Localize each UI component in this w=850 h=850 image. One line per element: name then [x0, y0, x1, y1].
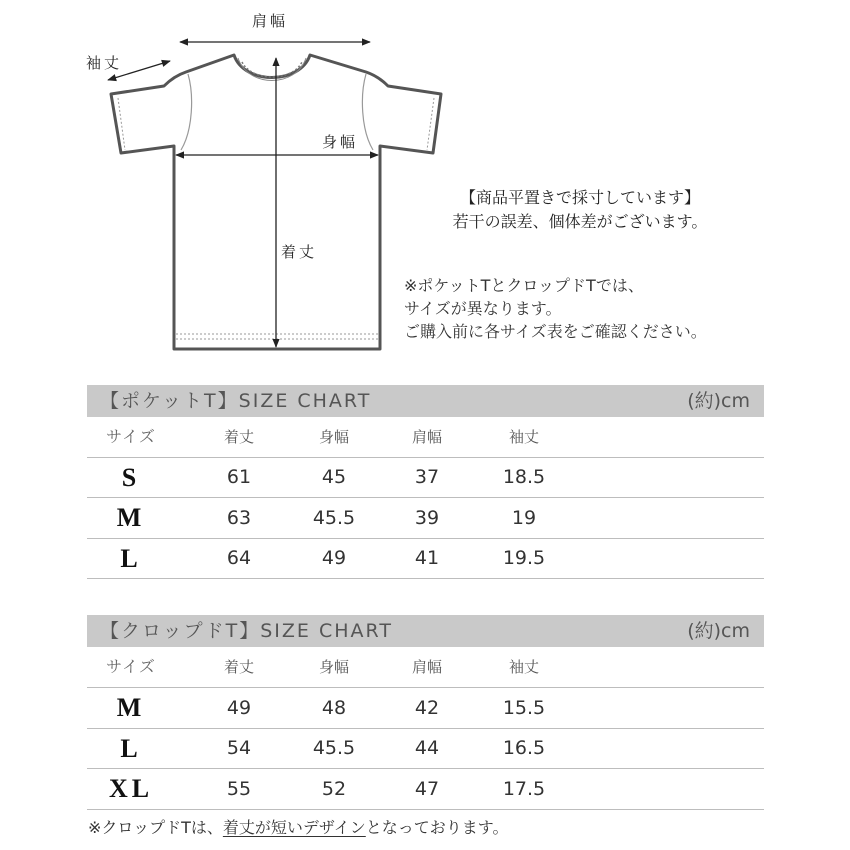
column-header: 肩幅	[411, 428, 442, 446]
table-cell: 61	[226, 466, 252, 488]
column-header-row	[87, 647, 764, 688]
size-difference-note-2: サイズが異なります。	[404, 299, 562, 318]
table-cell: 63	[226, 507, 252, 529]
chart-title: 【クロップドT】SIZE CHART	[100, 620, 393, 642]
column-header: 身幅	[318, 658, 349, 676]
chart-header	[87, 385, 764, 417]
table-cell: 16.5	[502, 737, 546, 759]
measurement-note: 【商品平置きで採寸しています】	[459, 188, 700, 207]
column-header-row	[87, 417, 764, 458]
chart-unit: (約)cm	[687, 620, 750, 642]
table-cell: 17.5	[502, 778, 546, 800]
chart-title: 【ポケットT】SIZE CHART	[100, 390, 372, 412]
table-cell: 18.5	[502, 466, 546, 488]
column-header: 着丈	[223, 658, 254, 676]
table-cell: 45	[321, 466, 347, 488]
table-cell: 64	[226, 547, 252, 569]
table-cell: 45.5	[312, 507, 356, 529]
size-label: S	[121, 463, 141, 492]
table-cell: 42	[414, 697, 440, 719]
column-header: 袖丈	[508, 658, 539, 676]
footnote-suffix: となっております。	[365, 818, 509, 837]
table-cell: 52	[321, 778, 347, 800]
chest-width-label: 身幅	[322, 133, 359, 151]
size-label: XL	[108, 774, 154, 803]
size-label: L	[120, 734, 142, 763]
column-header: 身幅	[318, 428, 349, 446]
size-label: L	[120, 544, 142, 573]
chart-header	[87, 615, 764, 647]
table-cell: 19.5	[502, 547, 546, 569]
column-header: サイズ	[106, 657, 156, 676]
table-row	[87, 458, 764, 498]
shoulder-width-label: 肩幅	[252, 12, 289, 30]
table-cell: 55	[226, 778, 252, 800]
table-cell: 49	[321, 547, 347, 569]
footnote-emphasis: 着丈が短いデザイン	[222, 818, 366, 837]
column-header: 袖丈	[508, 428, 539, 446]
table-cell: 37	[414, 466, 440, 488]
table-cell: 39	[414, 507, 440, 529]
cropped-length-footnote	[88, 815, 509, 838]
tolerance-note: 若干の誤差、個体差がございます。	[452, 212, 708, 231]
table-row	[87, 729, 764, 769]
sleeve-length-label: 袖丈	[86, 54, 123, 72]
table-row	[87, 688, 764, 729]
table-cell: 45.5	[312, 737, 356, 759]
size-difference-note: ※ポケットTとクロップドTでは、	[404, 276, 644, 295]
table-cell: 54	[226, 737, 252, 759]
table-row	[87, 539, 764, 579]
column-header: 肩幅	[411, 658, 442, 676]
table-row	[87, 769, 764, 810]
size-label: M	[116, 693, 146, 722]
footnote-prefix: ※クロップドTは、	[88, 818, 223, 837]
column-header: 着丈	[223, 428, 254, 446]
table-row	[87, 498, 764, 539]
confirm-size-note: ご購入前に各サイズ表をご確認ください。	[404, 322, 707, 341]
table-cell: 47	[414, 778, 440, 800]
column-header: サイズ	[106, 427, 156, 446]
table-cell: 44	[414, 737, 440, 759]
chart-unit: (約)cm	[687, 390, 750, 412]
table-cell: 41	[414, 547, 440, 569]
size-label: M	[116, 503, 146, 532]
table-cell: 15.5	[502, 697, 546, 719]
body-length-label: 着丈	[281, 243, 318, 261]
table-cell: 49	[226, 697, 252, 719]
table-cell: 48	[321, 697, 347, 719]
table-cell: 19	[511, 507, 537, 529]
